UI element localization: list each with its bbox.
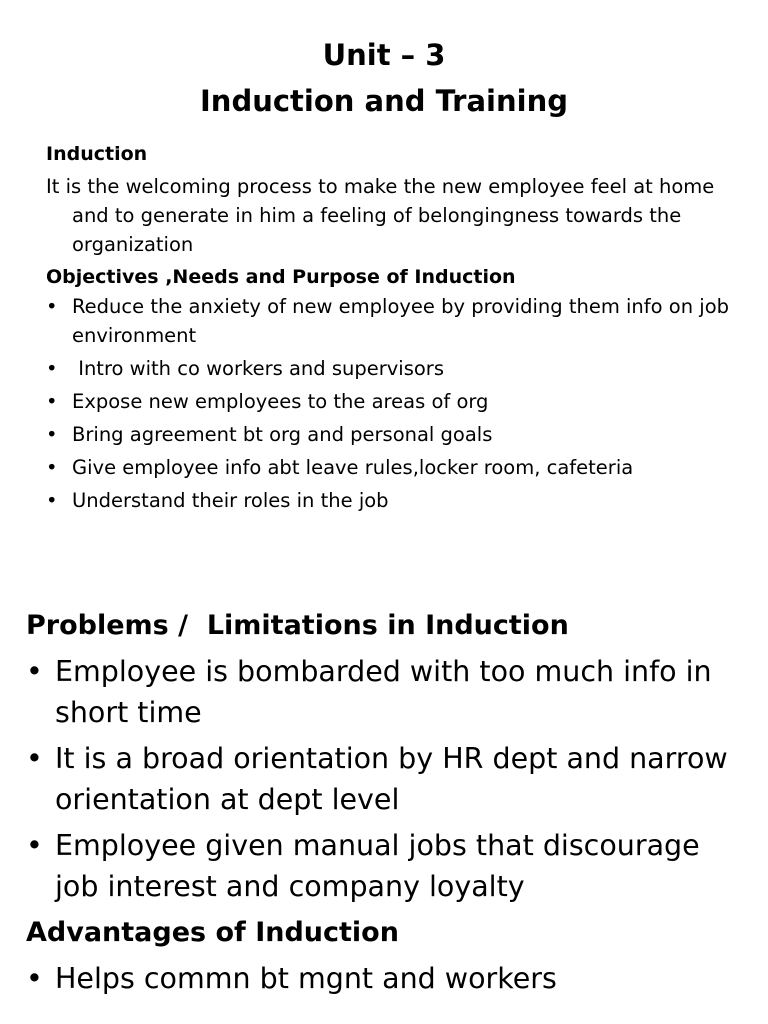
list-item (46, 421, 736, 450)
list-item-text: Expose new employees to the areas of org (72, 389, 489, 413)
bullet-icon: • (26, 742, 43, 775)
bullet-icon: • (46, 389, 58, 413)
list-item-text: Understand their roles in the job (72, 489, 389, 513)
induction-heading: Induction (46, 143, 148, 165)
objectives-list (46, 293, 736, 516)
bullet-icon: • (46, 456, 58, 480)
list-item-text: It is a broad orientation by HR dept and narrow orientation at dept level (55, 742, 728, 816)
list-item-text: Reduce the anxiety of new employee by providing them info on job environment (72, 295, 730, 347)
list-item (26, 826, 746, 907)
problems-advantages-section (26, 604, 746, 1006)
page-title (0, 32, 768, 124)
list-item (26, 652, 746, 733)
topic-title: Induction and Training (200, 84, 568, 118)
bullet-icon: • (46, 489, 58, 513)
list-item (46, 454, 736, 483)
bullet-icon: • (46, 295, 58, 318)
bullet-icon: • (46, 356, 58, 380)
list-item-text: Give employee info abt leave rules,locker room, cafeteria (72, 456, 634, 480)
induction-definition: It is the welcoming process to make the new employee feel at home and to generate in him a feeling of belongingness towards the organization (46, 175, 715, 256)
list-item (46, 293, 736, 350)
advantages-list (26, 959, 746, 1000)
list-item-text: Intro with co workers and supervisors (72, 356, 444, 380)
problems-list (26, 652, 746, 907)
bullet-icon: • (26, 655, 43, 688)
list-item (26, 959, 746, 1000)
induction-section (46, 140, 736, 521)
list-item (26, 739, 746, 820)
bullet-icon: • (26, 829, 43, 862)
list-item-text: Employee is bombarded with too much info in short time (55, 655, 712, 729)
problems-heading: Problems / Limitations in Induction (26, 610, 569, 641)
list-item-text: Bring agreement bt org and personal goals (72, 423, 493, 447)
bullet-icon: • (26, 962, 43, 995)
list-item (46, 355, 736, 384)
list-item-text: Helps commn bt mgnt and workers (55, 962, 557, 995)
objectives-heading: Objectives ,Needs and Purpose of Induction (46, 266, 516, 288)
list-item (46, 388, 736, 417)
list-item-text: Employee given manual jobs that discourage job interest and company loyalty (55, 829, 700, 903)
advantages-heading: Advantages of Induction (26, 917, 399, 948)
unit-title: Unit – 3 (322, 38, 446, 72)
bullet-icon: • (46, 423, 58, 447)
list-item (46, 487, 736, 516)
